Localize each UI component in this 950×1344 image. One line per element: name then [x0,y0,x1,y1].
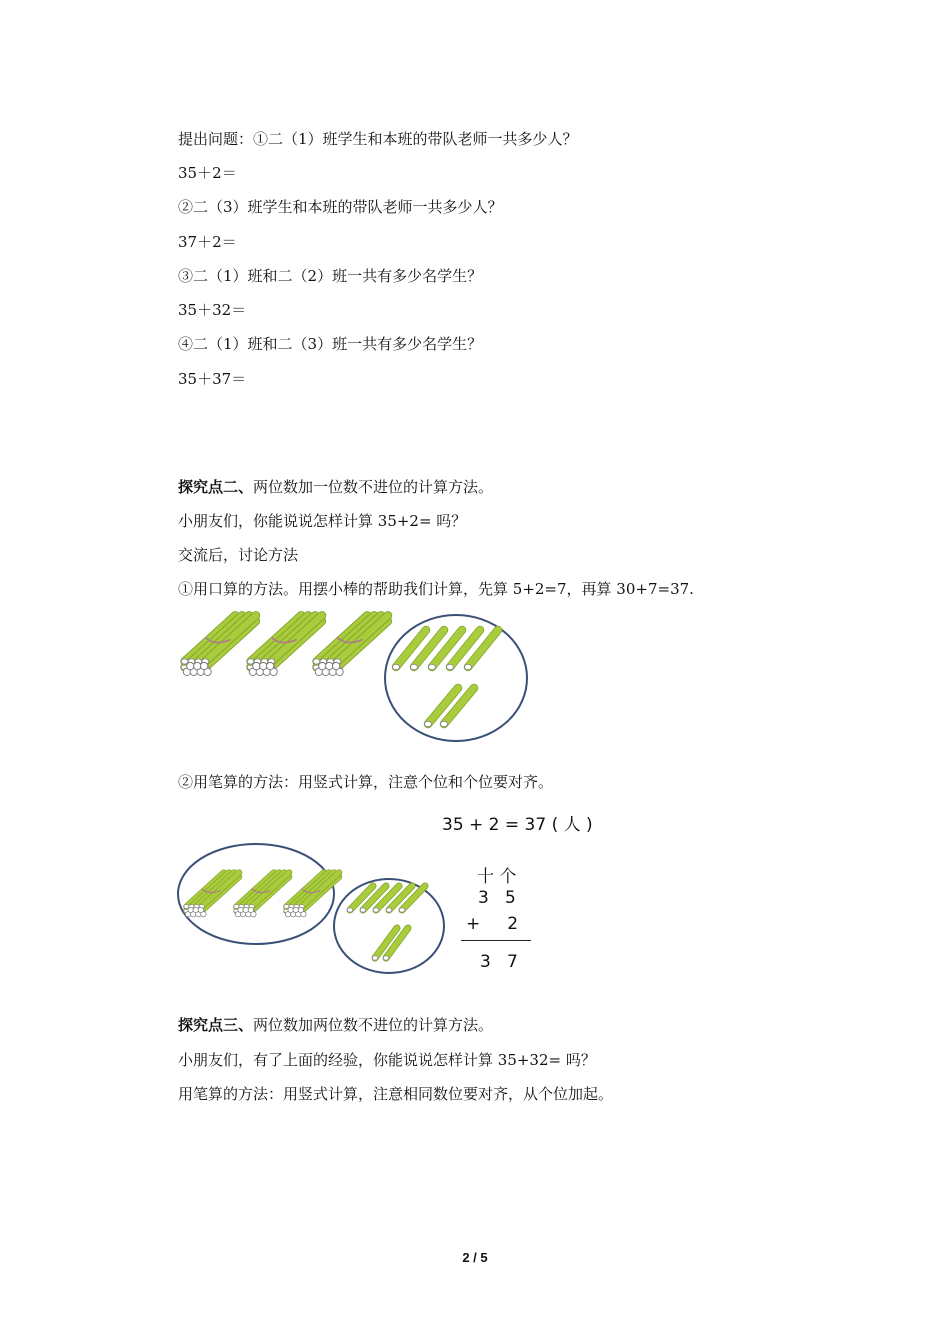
stick-bundle [234,873,289,917]
vertical-rule [461,940,531,941]
problem-line-3: ②二（3）班学生和本班的带队老师一共多少人？ [178,198,503,216]
section2-question: 小朋友们，你能说说怎样计算 35+2= 吗？ [178,512,467,530]
stick-bundle [184,873,239,917]
section3-question: 小朋友们，有了上面的经验，你能说说怎样计算 35+32= 吗？ [178,1051,596,1069]
section2-heading-bold: 探究点二、 [178,478,254,496]
vertical-row2: + 2 [466,914,519,934]
problem-line-6: 35＋32＝ [178,301,247,319]
section3-heading [178,1015,493,1035]
section2-heading-text: 两位数加一位数不进位的计算方法。 [253,478,494,496]
problem-line-1: 提出问题：①二（1）班学生和本班的带队老师一共多少人？ [178,130,578,148]
vertical-row1: 3 5 [478,888,516,908]
problem-line-7: ④二（1）班和二（3）班一共有多少名学生？ [178,335,483,353]
page-number: 2 / 5 [462,1250,488,1265]
section3-heading-bold: 探究点三、 [178,1016,254,1034]
problem-line-2: 35＋2＝ [178,164,237,182]
stick-bundle [181,615,256,675]
vertical-result: 3 7 [480,952,518,972]
section3-method: 用笔算的方法：用竖式计算，注意相同数位要对齐，从个位加起。 [178,1085,614,1103]
sticks-illustration-2 [175,840,455,980]
sticks-illustration-1 [178,612,538,742]
section2-method1: ①用口算的方法。用摆小棒的帮助我们计算，先算 5+2=7，再算 30+7=37. [178,580,694,598]
single-stick [465,630,499,670]
section2-heading [178,477,493,497]
problem-line-5: ③二（1）班和二（2）班一共有多少名学生？ [178,267,483,285]
problem-line-4: 37＋2＝ [178,233,237,251]
section2-method2: ②用笔算的方法：用竖式计算，注意个位和个位要对齐。 [178,773,554,791]
equation: 35 + 2 = 37 ( 人 ) [442,815,593,835]
vertical-header: 十 个 [477,867,517,887]
section2-discuss: 交流后，讨论方法 [178,546,299,564]
problem-line-8: 35＋37＝ [178,370,247,388]
section3-heading-text: 两位数加两位数不进位的计算方法。 [253,1016,494,1034]
